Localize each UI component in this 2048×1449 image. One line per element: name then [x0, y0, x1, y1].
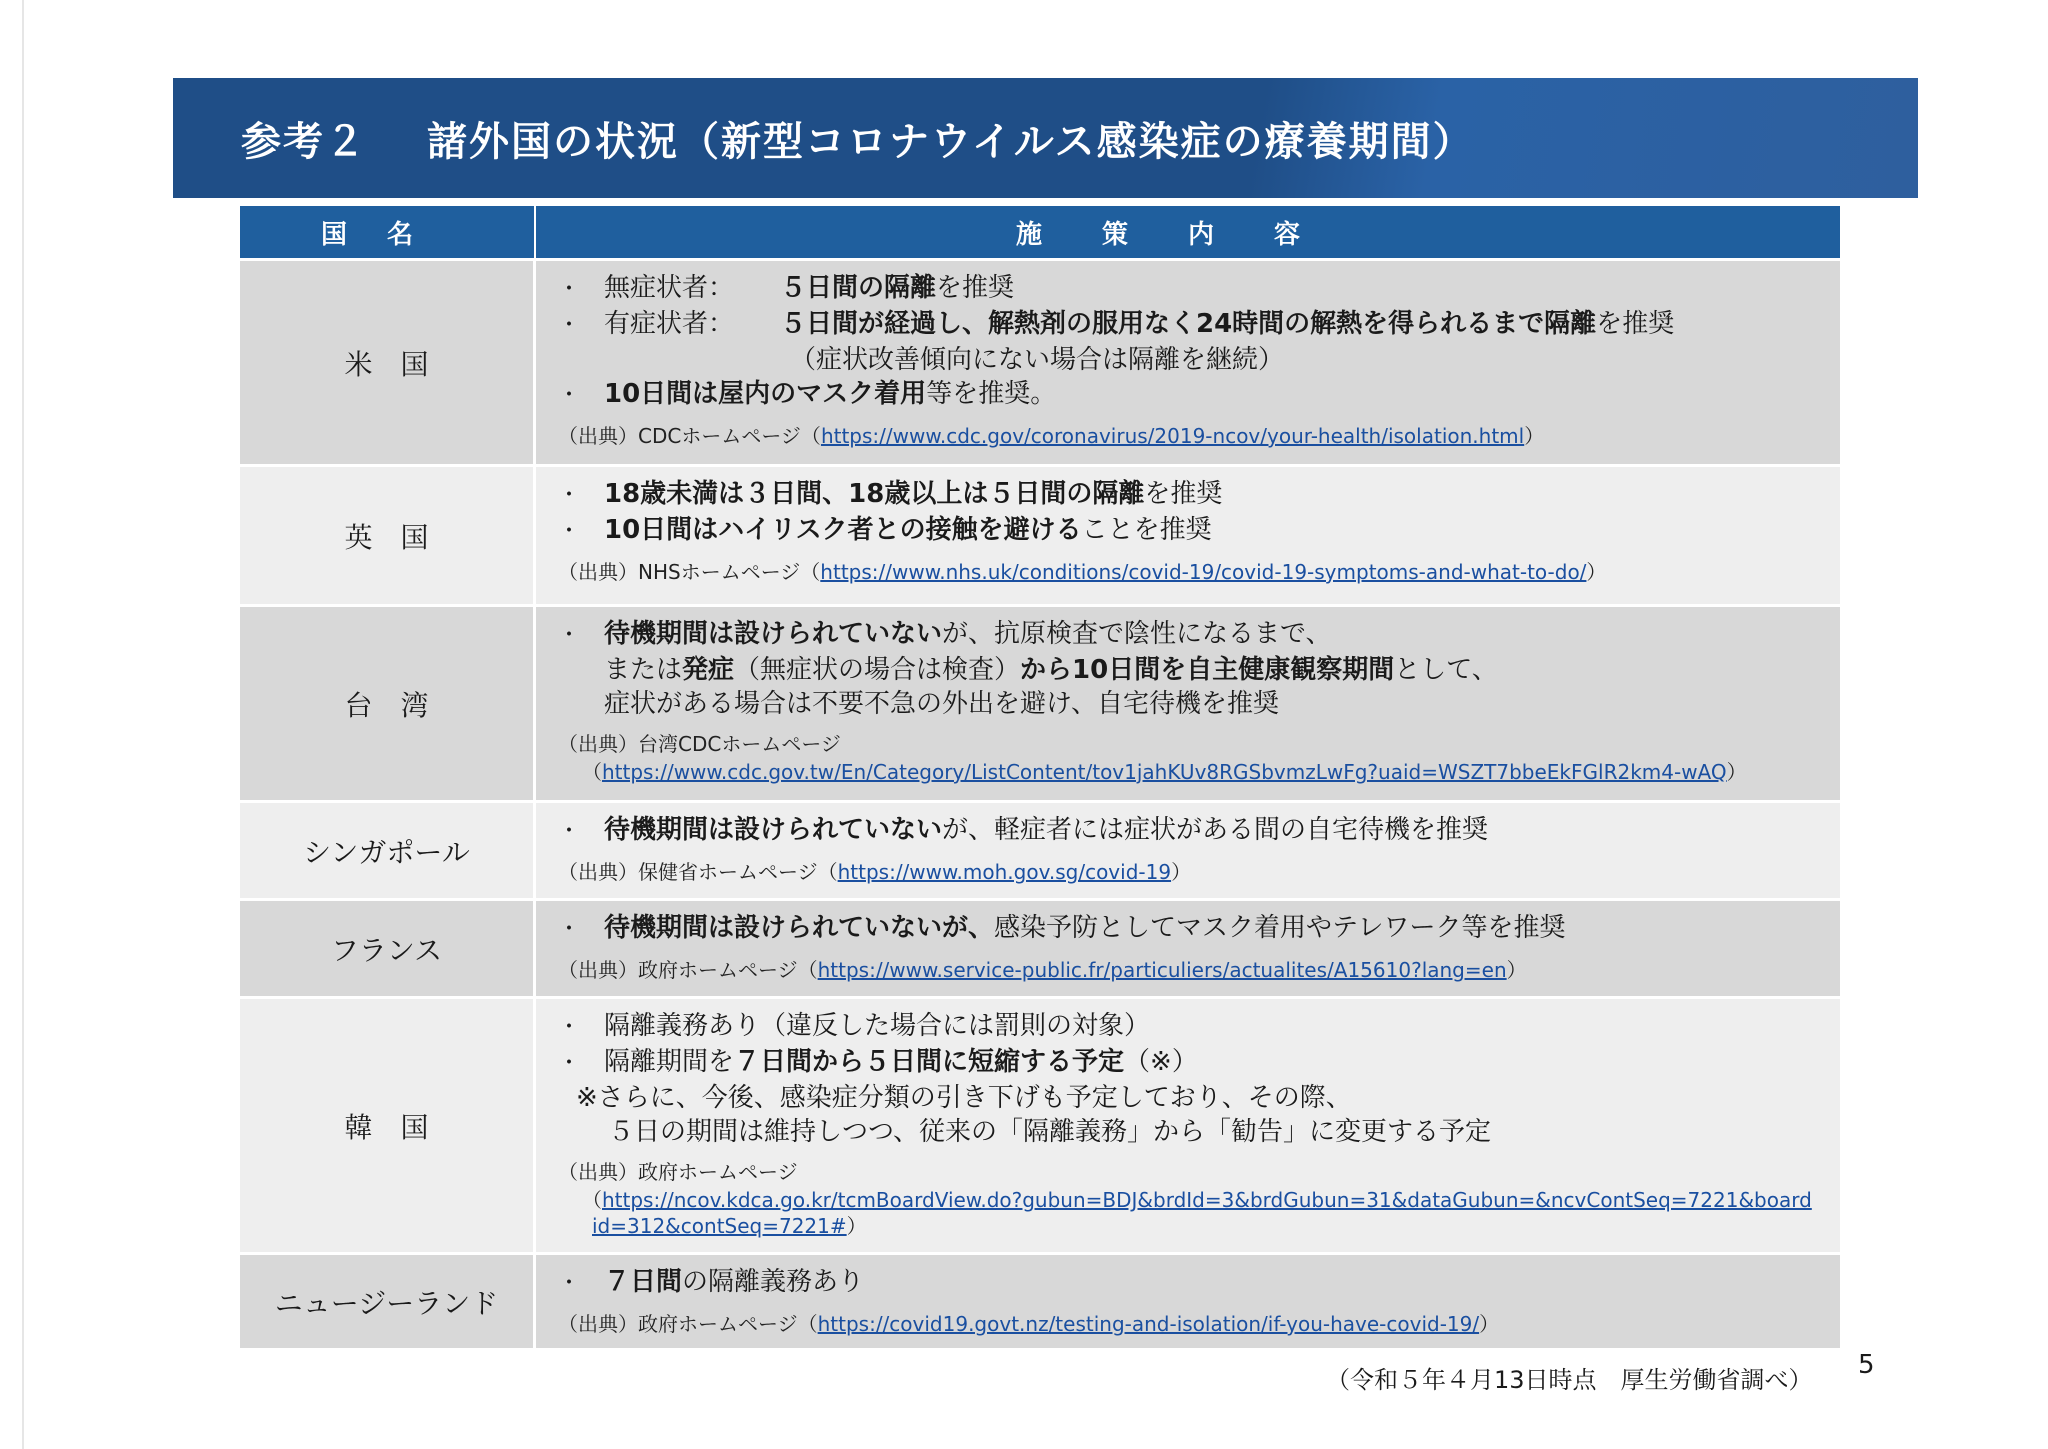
list-item: [558, 477, 1820, 513]
table-row-singapore: [240, 800, 1840, 898]
item-bold: 10日間はハイリスク者との接触を避ける: [604, 515, 1082, 545]
source-line: [558, 759, 1820, 785]
table-row-new-zealand: [240, 1252, 1840, 1348]
source-line: （出典）台湾CDCホームページ: [558, 732, 841, 756]
title-banner: [173, 78, 1918, 198]
item-note: ５日の期間は維持しつつ、従来の「隔離義務」から「勧告」に変更する予定: [608, 1117, 1491, 1147]
item-bold: 発症: [682, 655, 735, 685]
source-line: [558, 1213, 1820, 1239]
list-item: [558, 1045, 1820, 1081]
item-text: （※）: [1124, 1047, 1198, 1077]
item-text: 隔離義務あり（違反した場合には罰則の対象）: [604, 1011, 1151, 1041]
source-line: （出典）政府ホームページ: [558, 1160, 798, 1184]
item-text: または: [604, 655, 683, 685]
source-close: ）: [1506, 958, 1527, 982]
source-link[interactable]: https://www.cdc.gov.tw/En/Category/ListContent/tov1jahKUv8RGSbvmzLwFg?uaid=WSZT7bbeEkFGlR2km4-wAQ: [602, 760, 1727, 784]
country-cell: 台 湾: [240, 607, 536, 800]
item-bold: 待機期間は設けられていないが、: [604, 913, 995, 943]
item-note: （症状改善傾向にない場合は隔離を継続）: [790, 345, 1285, 375]
item-bold: ７日間から５日間に短縮する予定: [734, 1047, 1125, 1077]
table-row-uk: [240, 464, 1840, 604]
country-cell: ニュージーランド: [240, 1255, 536, 1348]
item-text: を推奨: [1144, 479, 1223, 509]
source-line: [558, 559, 1820, 585]
bullet: ・: [558, 277, 581, 302]
item-bold: ７日間: [604, 1267, 683, 1297]
source-label: （出典）保健省ホームページ（: [558, 860, 838, 884]
title-text: 諸外国の状況（新型コロナウイルス感染症の療養期間）: [427, 118, 1475, 165]
policy-cell: [536, 261, 1840, 464]
source-open: （: [582, 760, 602, 784]
item-text: が、抗原検査で陰性になるまで、: [942, 619, 1332, 649]
item-continuation: [558, 653, 1820, 687]
policy-cell: [536, 999, 1840, 1252]
item-text: 隔離期間を: [604, 1047, 735, 1077]
list-item: [558, 377, 1820, 413]
source-line: [558, 1311, 1820, 1337]
source-label: （出典）政府ホームページ（: [558, 958, 818, 982]
source-line: [558, 957, 1820, 983]
table-header: [240, 206, 1840, 258]
item-text: として、: [1394, 655, 1498, 685]
source-close: ）: [1524, 424, 1545, 448]
source-link[interactable]: id=312&contSeq=7221#: [592, 1214, 847, 1238]
page-number: 5: [1858, 1350, 1875, 1380]
policy-table: [240, 206, 1840, 1348]
bullet: ・: [558, 483, 581, 508]
item-label: 有症状者：: [604, 309, 735, 339]
source-link[interactable]: https://www.nhs.uk/conditions/covid-19/covid-19-symptoms-and-what-to-do/: [820, 560, 1587, 584]
country-cell: 米 国: [240, 261, 536, 464]
item-text: （無症状の場合は検査）: [734, 655, 1021, 685]
bullet: ・: [558, 1271, 581, 1296]
source-close: ）: [1171, 860, 1192, 884]
item-text: を推奨: [936, 273, 1015, 303]
country-cell: 韓 国: [240, 999, 536, 1252]
country-cell: フランス: [240, 901, 536, 996]
bullet: ・: [558, 383, 581, 408]
list-item: [558, 617, 1820, 653]
source-close: ）: [1479, 1312, 1500, 1336]
source-line: [558, 859, 1820, 885]
list-item: [558, 513, 1820, 549]
item-bold: 10日間は屋内のマスク着用: [604, 379, 927, 409]
bullet: ・: [558, 313, 581, 338]
header-country: 国名: [240, 206, 536, 258]
source-close: ）: [1726, 760, 1747, 784]
item-text: が、軽症者には症状がある間の自宅待機を推奨: [942, 815, 1489, 845]
policy-cell: [536, 607, 1840, 800]
bullet: ・: [558, 519, 581, 544]
table-row-korea: [240, 996, 1840, 1252]
policy-cell: [536, 901, 1840, 996]
bullet: ・: [558, 1051, 581, 1076]
source-label: （出典）CDCホームページ（: [558, 424, 821, 448]
list-item: [558, 813, 1820, 849]
table-row-taiwan: [240, 604, 1840, 800]
source-label: （出典）NHSホームページ（: [558, 560, 821, 584]
source-link[interactable]: https://www.moh.gov.sg/covid-19: [837, 860, 1172, 884]
source-close: ）: [846, 1214, 867, 1238]
item-bold: ５日間が経過し、解熱剤の服用なく24時間の解熱を得られるまで隔離: [780, 309, 1597, 339]
policy-cell: [536, 803, 1840, 898]
source-open: （: [582, 1188, 602, 1212]
policy-cell: [536, 467, 1840, 604]
policy-cell: [536, 1255, 1840, 1348]
source-line: [558, 423, 1820, 449]
source-close: ）: [1586, 560, 1607, 584]
item-bold: 待機期間は設けられていない: [604, 815, 943, 845]
item-bold: 待機期間は設けられていない: [604, 619, 943, 649]
source-link[interactable]: https://ncov.kdca.go.kr/tcmBoardView.do?gubun=BDJ&brdId=3&brdGubun=31&dataGubun=&ncvContSeq=7221&board: [602, 1188, 1812, 1212]
source-link[interactable]: https://covid19.govt.nz/testing-and-isolation/if-you-have-covid-19/: [817, 1312, 1480, 1336]
item-text: の隔離義務あり: [682, 1267, 865, 1297]
list-item: [558, 307, 1820, 343]
list-item: [558, 271, 1820, 307]
item-text: 等を推奨。: [926, 379, 1057, 409]
item-text: 感染予防としてマスク着用やテレワーク等を推奨: [994, 913, 1566, 943]
bullet: ・: [558, 819, 581, 844]
item-bold: から10日間を自主健康観察期間: [1020, 655, 1395, 685]
page-edge: [22, 0, 24, 1449]
item-text: ことを推奨: [1081, 515, 1212, 545]
item-text: を推奨: [1596, 309, 1675, 339]
item-note: ※さらに、今後、感染症分類の引き下げも予定しており、その際、: [576, 1083, 1352, 1113]
bullet: ・: [558, 917, 581, 942]
list-item: [558, 1009, 1820, 1045]
table-row-us: [240, 258, 1840, 464]
bullet: ・: [558, 1015, 581, 1040]
item-bold: 18歳未満は３日間、18歳以上は５日間の隔離: [604, 479, 1145, 509]
source-label: （出典）政府ホームページ（: [558, 1312, 818, 1336]
title-number: 参考２: [241, 118, 367, 165]
table-row-france: [240, 898, 1840, 996]
source-link[interactable]: https://www.service-public.fr/particuliers/actualites/A15610?lang=en: [817, 958, 1507, 982]
list-item: [558, 911, 1820, 947]
source-link[interactable]: https://www.cdc.gov/coronavirus/2019-ncov/your-health/isolation.html: [820, 424, 1525, 448]
item-continuation: 症状がある場合は不要不急の外出を避け、自宅待機を推奨: [604, 689, 1279, 719]
source-line: [558, 1187, 1820, 1213]
list-item: [558, 1265, 1820, 1301]
header-policy: 施策内容: [1015, 219, 1360, 250]
item-label: 無症状者：: [604, 273, 735, 303]
country-cell: シンガポール: [240, 803, 536, 898]
item-bold: ５日間の隔離: [780, 273, 937, 303]
country-cell: 英 国: [240, 467, 536, 604]
footnote-date: （令和５年４月13日時点 厚生労働省調べ）: [1326, 1366, 1813, 1394]
page-title: [241, 110, 1475, 167]
bullet: ・: [558, 623, 581, 648]
